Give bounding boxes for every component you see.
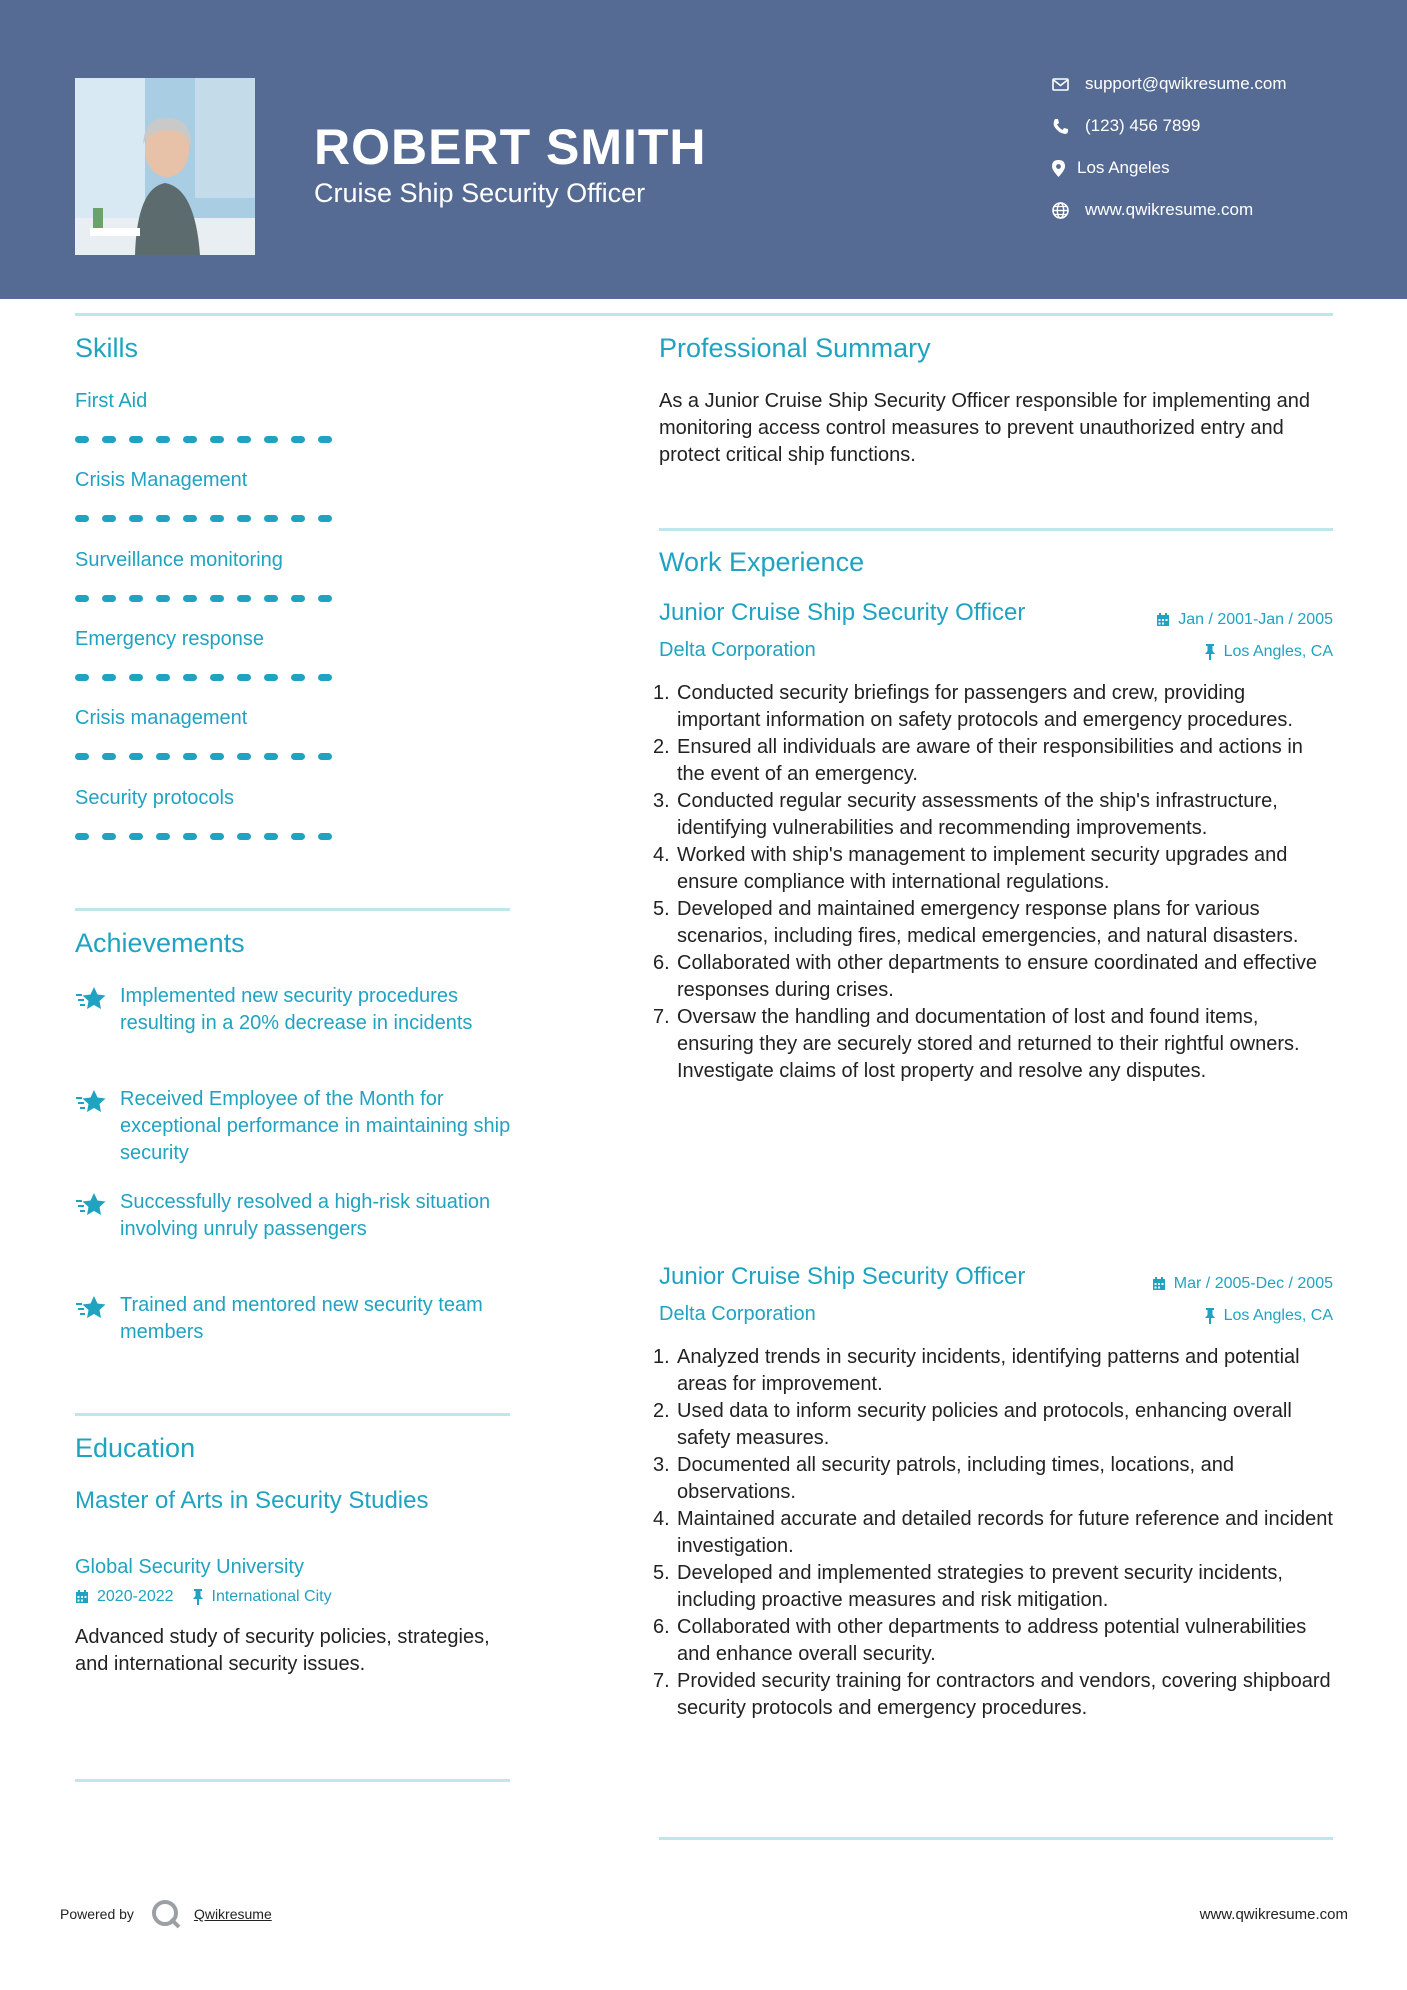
skill-level-dot — [210, 515, 224, 522]
skill-level-dot — [75, 753, 89, 760]
responsibility-text: Collaborated with other departments to address potential vulnerabilities and enhance overall security. — [677, 1616, 1307, 1665]
job-dates-text: Mar / 2005-Dec / 2005 — [1173, 1275, 1333, 1292]
list-number: 2. — [653, 736, 670, 758]
skill-level-dot — [183, 515, 197, 522]
skill-level-dot — [237, 833, 251, 840]
calendar-icon — [1152, 1277, 1166, 1291]
responsibility-item — [653, 1614, 1333, 1668]
list-number: 5. — [653, 1562, 670, 1584]
skill-level-dot — [264, 515, 278, 522]
skill-label: Surveillance monitoring — [75, 548, 283, 571]
responsibility-text: Developed and maintained emergency response plans for various scenarios, including fires, medical emergencies, and natural disasters. — [677, 898, 1299, 947]
skill-level-dot — [291, 515, 305, 522]
job-location — [1204, 643, 1333, 661]
skill-level-dot — [291, 753, 305, 760]
skill-level-dot — [156, 833, 170, 840]
responsibility-text: Collaborated with other departments to ensure coordinated and effective responses during crises. — [677, 952, 1318, 1001]
achievements-heading: Achievements — [75, 928, 245, 958]
contact-location-text: Los Angeles — [1077, 158, 1170, 177]
divider — [75, 1779, 510, 1782]
powered-by-text: Powered by — [60, 1906, 134, 1922]
skill-level-dot — [102, 436, 116, 443]
skill-level-dot — [129, 436, 143, 443]
responsibility-text: Conducted regular security assessments of the ship's infrastructure, identifying vulnerabilities and recommending improvements. — [677, 790, 1278, 839]
candidate-title: Cruise Ship Security Officer — [314, 178, 646, 208]
skill-level-dot — [156, 436, 170, 443]
job-dates-text: Jan / 2001-Jan / 2005 — [1178, 611, 1333, 628]
job-location-text: Los Angles, CA — [1223, 643, 1333, 660]
education-heading: Education — [75, 1433, 196, 1463]
envelope-icon — [1052, 78, 1069, 91]
skill-label: Emergency response — [75, 627, 264, 650]
achievement-item — [75, 983, 515, 1037]
education-description: Advanced study of security policies, strategies, and international security issues. — [75, 1626, 490, 1675]
skill-level-dot — [264, 436, 278, 443]
responsibility-text: Oversaw the handling and documentation of lost and found items, ensuring they are securely stored and returned to their rightful owners. Investigate claims of lost property and resolve any disputes. — [677, 1006, 1300, 1082]
job-location-text: Los Angles, CA — [1223, 1307, 1333, 1324]
list-number: 2. — [653, 1400, 670, 1422]
contact-phone[interactable] — [1052, 116, 1200, 136]
list-number: 7. — [653, 1006, 670, 1028]
star-award-icon — [75, 1086, 120, 1167]
globe-icon — [1052, 202, 1069, 219]
achievement-item — [75, 1292, 515, 1346]
responsibility-text: Provided security training for contractors and vendors, covering shipboard security protocols and emergency procedures. — [677, 1670, 1331, 1719]
skill-level-bar — [75, 436, 335, 444]
education-meta — [75, 1588, 332, 1606]
list-number: 3. — [653, 790, 670, 812]
responsibility-item — [653, 1344, 1333, 1398]
skill-level-dot — [75, 833, 89, 840]
profile-photo — [75, 78, 255, 255]
responsibility-item — [653, 950, 1333, 1004]
star-award-icon — [75, 1189, 120, 1243]
skill-level-dot — [129, 515, 143, 522]
skill-level-dot — [291, 595, 305, 602]
responsibility-item — [653, 734, 1333, 788]
qwikresume-logo-icon — [150, 1898, 182, 1930]
responsibility-item — [653, 1668, 1333, 1722]
skill-label: Security protocols — [75, 786, 234, 809]
skill-level-dot — [318, 515, 332, 522]
qwikresume-link[interactable]: Qwikresume — [193, 1906, 272, 1922]
skill-label: First Aid — [75, 390, 148, 412]
skill-level-dot — [102, 674, 116, 681]
skill-level-dot — [237, 674, 251, 681]
contact-location — [1052, 158, 1170, 178]
skill-level-dot — [237, 753, 251, 760]
skill-level-dot — [210, 674, 224, 681]
divider — [75, 313, 1333, 316]
skill-level-dot — [102, 753, 116, 760]
list-number: 6. — [653, 1616, 670, 1638]
skill-level-dot — [210, 595, 224, 602]
skill-level-dot — [318, 595, 332, 602]
list-number: 6. — [653, 952, 670, 974]
responsibility-item — [653, 1452, 1333, 1506]
job-dates — [1152, 1275, 1333, 1293]
skill-level-dot — [129, 674, 143, 681]
job-responsibilities — [653, 680, 1333, 1085]
skill-level-dot — [264, 674, 278, 681]
star-award-icon — [75, 983, 120, 1037]
job-company: Delta Corporation — [659, 1303, 816, 1325]
footer-website[interactable]: www.qwikresume.com — [1199, 1906, 1348, 1923]
skill-level-dot — [156, 595, 170, 602]
achievement-item — [75, 1086, 515, 1167]
skill-level-bar — [75, 595, 335, 603]
list-number: 1. — [653, 1346, 670, 1368]
list-number: 4. — [653, 1508, 670, 1530]
skill-level-dot — [237, 515, 251, 522]
footer-powered — [60, 1898, 272, 1930]
responsibility-text: Maintained accurate and detailed records for future reference and incident investigation. — [677, 1508, 1333, 1557]
skill-level-bar — [75, 515, 335, 523]
skill-level-dot — [183, 595, 197, 602]
pin-icon — [1204, 644, 1216, 660]
experience-heading: Work Experience — [659, 547, 865, 577]
skill-level-dot — [102, 515, 116, 522]
skill-level-dot — [129, 753, 143, 760]
skill-level-dot — [264, 595, 278, 602]
responsibility-item — [653, 788, 1333, 842]
responsibility-item — [653, 680, 1333, 734]
contact-website-text: www.qwikresume.com — [1085, 200, 1254, 219]
responsibility-item — [653, 896, 1333, 950]
star-award-icon — [75, 1292, 120, 1346]
skill-level-bar — [75, 833, 335, 841]
list-number: 4. — [653, 844, 670, 866]
contact-website[interactable] — [1052, 200, 1253, 220]
education-degree: Master of Arts in Security Studies — [75, 1487, 429, 1514]
responsibility-text: Analyzed trends in security incidents, identifying patterns and potential areas for improvement. — [677, 1346, 1300, 1395]
responsibility-text: Developed and implemented strategies to prevent security incidents, including proactive measures and risk mitigation. — [677, 1562, 1283, 1611]
skill-label: Crisis Management — [75, 469, 248, 492]
contact-email-text: support@qwikresume.com — [1085, 74, 1287, 93]
resume-header — [0, 0, 1407, 299]
map-pin-icon — [1052, 160, 1065, 177]
candidate-name: ROBERT SMITH — [314, 119, 707, 175]
responsibility-item — [653, 1506, 1333, 1560]
skill-level-dot — [210, 436, 224, 443]
skill-level-dot — [291, 436, 305, 443]
list-number: 7. — [653, 1670, 670, 1692]
summary-text: As a Junior Cruise Ship Security Officer responsible for implementing and monitoring access control measures to prevent unauthorized entry and protect critical ship functions. — [659, 390, 1311, 466]
achievement-item — [75, 1189, 515, 1243]
skill-level-dot — [75, 674, 89, 681]
skill-level-dot — [183, 753, 197, 760]
list-number: 5. — [653, 898, 670, 920]
divider — [659, 528, 1333, 531]
skill-level-dot — [129, 833, 143, 840]
skill-level-bar — [75, 753, 335, 761]
responsibility-text: Documented all security patrols, including times, locations, and observations. — [677, 1454, 1234, 1503]
contact-phone-text: (123) 456 7899 — [1085, 116, 1201, 135]
skill-level-dot — [75, 595, 89, 602]
responsibility-item — [653, 1004, 1333, 1085]
skill-level-dot — [156, 753, 170, 760]
responsibility-text: Worked with ship's management to implement security upgrades and ensure compliance with international regulations. — [677, 844, 1288, 893]
skill-level-dot — [183, 436, 197, 443]
list-number: 3. — [653, 1454, 670, 1476]
skill-level-dot — [318, 753, 332, 760]
skill-level-dot — [183, 674, 197, 681]
education-years: 2020-2022 — [97, 1588, 174, 1605]
summary-heading: Professional Summary — [659, 333, 931, 363]
skill-level-dot — [183, 833, 197, 840]
job-location — [1204, 1307, 1333, 1325]
achievement-text: Successfully resolved a high-risk situation involving unruly passengers — [120, 1191, 491, 1240]
skill-level-dot — [318, 833, 332, 840]
responsibility-item — [653, 842, 1333, 896]
responsibility-text: Conducted security briefings for passengers and crew, providing important information on safety protocols and emergency procedures. — [677, 682, 1293, 731]
skill-level-dot — [291, 674, 305, 681]
education-school: Global Security University — [75, 1556, 304, 1578]
skill-level-dot — [291, 833, 305, 840]
skill-label: Crisis management — [75, 707, 248, 730]
skill-level-dot — [318, 674, 332, 681]
skill-level-dot — [102, 833, 116, 840]
skill-level-dot — [129, 595, 143, 602]
skills-heading: Skills — [75, 333, 139, 363]
responsibility-text: Ensured all individuals are aware of their responsibilities and actions in the event of an emergency. — [677, 736, 1303, 785]
responsibility-item — [653, 1560, 1333, 1614]
skill-level-dot — [75, 436, 89, 443]
achievement-text: Implemented new security procedures resulting in a 20% decrease in incidents — [120, 985, 473, 1034]
skill-level-dot — [75, 515, 89, 522]
achievement-text: Received Employee of the Month for exceptional performance in maintaining ship security — [120, 1088, 511, 1164]
contact-email[interactable] — [1052, 74, 1287, 94]
skill-level-dot — [237, 595, 251, 602]
job-title: Junior Cruise Ship Security Officer — [659, 1263, 1026, 1290]
skill-level-bar — [75, 674, 335, 682]
education-location: International City — [211, 1588, 332, 1605]
skill-level-dot — [102, 595, 116, 602]
skill-level-dot — [156, 515, 170, 522]
skill-level-dot — [210, 833, 224, 840]
skill-level-dot — [264, 833, 278, 840]
job-responsibilities — [653, 1344, 1333, 1722]
list-number: 1. — [653, 682, 670, 704]
divider — [75, 908, 510, 911]
divider — [75, 1413, 510, 1416]
achievement-text: Trained and mentored new security team members — [120, 1294, 483, 1343]
divider — [659, 1837, 1333, 1840]
skill-level-dot — [210, 753, 224, 760]
job-title: Junior Cruise Ship Security Officer — [659, 599, 1026, 626]
responsibility-text: Used data to inform security policies and protocols, enhancing overall safety measures. — [677, 1400, 1292, 1449]
responsibility-item — [653, 1398, 1333, 1452]
calendar-icon — [1156, 613, 1170, 627]
skill-level-dot — [156, 674, 170, 681]
skill-level-dot — [237, 436, 251, 443]
pin-icon — [1204, 1308, 1216, 1324]
calendar-icon — [75, 1590, 89, 1604]
job-company: Delta Corporation — [659, 639, 816, 661]
pin-icon — [192, 1589, 204, 1605]
skill-level-dot — [264, 753, 278, 760]
job-dates — [1156, 611, 1333, 629]
phone-icon — [1052, 118, 1069, 135]
skill-level-dot — [318, 436, 332, 443]
